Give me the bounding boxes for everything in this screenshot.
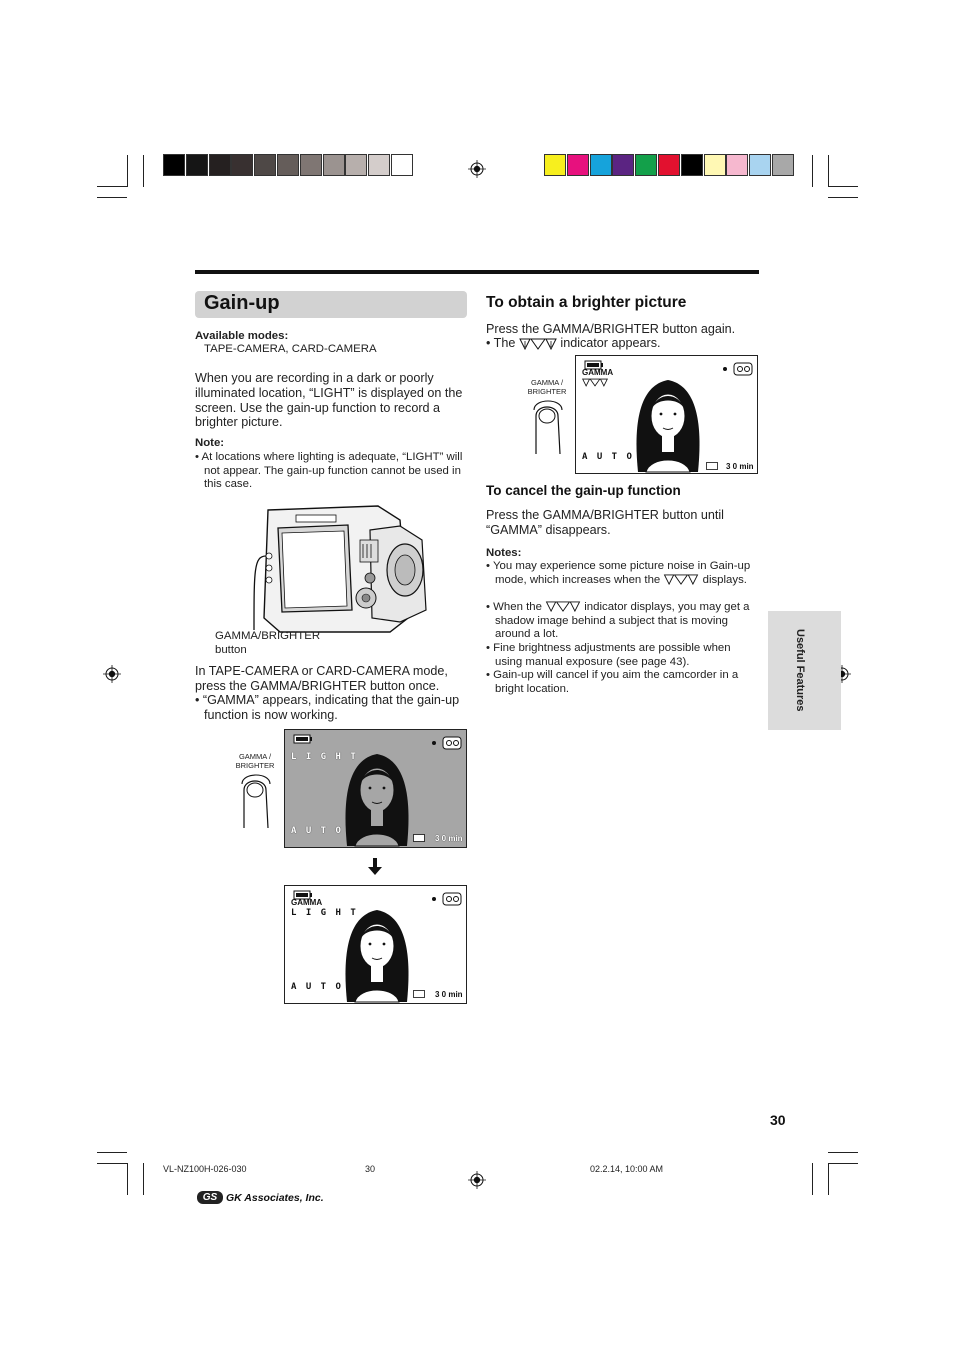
gamma-brighter-label xyxy=(524,378,570,396)
gray-swatch xyxy=(186,154,208,176)
page-number: 30 xyxy=(770,1112,786,1128)
registration-mark-icon xyxy=(468,1171,486,1189)
footer-file-name: VL-NZ100H-026-030 xyxy=(163,1164,247,1174)
gamma-label-line1: GAMMA / xyxy=(238,752,272,761)
crop-mark xyxy=(127,155,128,187)
crop-mark xyxy=(812,155,813,187)
viewfinder-screen-light xyxy=(284,729,467,848)
note-item: • At locations where lighting is adequate, “LIGHT” will not appear. The gain-up function cannot be used in this case. xyxy=(195,451,463,491)
viewfinder-screen-gamma-indicator xyxy=(575,355,758,474)
color-swatch xyxy=(567,154,589,176)
company-logo: GS xyxy=(197,1191,223,1204)
osd-time: 3 0 min xyxy=(435,990,463,999)
osd-auto: A U T O xyxy=(291,982,343,992)
gamma-bullet: • “GAMMA” appears, indicating that the gain-up function is now working. xyxy=(195,693,460,722)
color-swatch xyxy=(704,154,726,176)
osd-gamma: GAMMA xyxy=(291,898,323,907)
color-swatch xyxy=(726,154,748,176)
note-shadow xyxy=(486,601,760,642)
available-modes-label: Available modes: xyxy=(195,330,289,342)
osd-light: L I G H T xyxy=(291,908,358,918)
cassette-icon xyxy=(431,892,463,906)
gamma-indicator-icon xyxy=(519,338,557,350)
intro-paragraph: When you are recording in a dark or poorly illuminated location, “LIGHT” is displayed on the screen. Use the gain-up function to record a brighter picture. xyxy=(195,371,463,430)
company-name: GK Associates, Inc. xyxy=(226,1192,324,1204)
gamma-indicator-icon xyxy=(582,378,608,387)
footer-datetime: 02.2.14, 10:00 AM xyxy=(590,1164,664,1174)
gray-swatch xyxy=(209,154,231,176)
camcorder-illustration xyxy=(250,500,435,640)
gamma-brighter-label xyxy=(232,752,278,770)
top-rule xyxy=(195,270,759,274)
gray-swatch xyxy=(323,154,345,176)
indicator-bullet-pre: • The xyxy=(486,336,516,350)
notes-label: Notes: xyxy=(486,547,522,559)
gray-swatch xyxy=(391,154,413,176)
finger-pressing-button-icon xyxy=(238,772,274,830)
gamma-label-line2: BRIGHTER xyxy=(527,387,567,396)
cassette-icon xyxy=(722,362,754,376)
heading-brighter-picture: To obtain a brighter picture xyxy=(486,294,687,311)
heading-cancel-gain-up: To cancel the gain-up function xyxy=(486,483,681,498)
step-cancel: Press the GAMMA/BRIGHTER button until “GAMMA” disappears. xyxy=(486,508,724,537)
cassette-icon xyxy=(431,736,463,750)
gray-swatch xyxy=(163,154,185,176)
gray-swatch xyxy=(368,154,390,176)
crop-mark xyxy=(828,1152,858,1153)
woman-portrait-illustration xyxy=(628,372,708,474)
indicator-bullet-post: indicator appears. xyxy=(560,336,661,350)
registration-mark-icon xyxy=(468,160,486,178)
crop-mark xyxy=(143,155,144,187)
gamma-label-line1: GAMMA / xyxy=(530,378,564,387)
crop-mark xyxy=(97,1152,127,1153)
osd-time: 3 0 min xyxy=(435,834,463,843)
osd-auto: A U T O xyxy=(582,452,634,462)
grayscale-color-bar xyxy=(163,154,414,176)
crop-mark xyxy=(828,197,858,198)
note-cancel-bright: • Gain-up will cancel if you aim the camcorder in a bright location. xyxy=(486,669,739,695)
woman-portrait-illustration xyxy=(337,746,417,848)
section-title-box xyxy=(195,291,467,318)
color-swatch xyxy=(612,154,634,176)
arrow-down-icon xyxy=(368,858,382,876)
crop-mark xyxy=(828,1163,829,1195)
side-section-tab xyxy=(768,611,841,730)
gamma-indicator-icon xyxy=(663,574,699,585)
gamma-indicator-icon xyxy=(545,601,581,612)
color-swatch xyxy=(772,154,794,176)
note-noise xyxy=(486,560,760,587)
color-swatch xyxy=(590,154,612,176)
gray-swatch xyxy=(345,154,367,176)
indicator-bullet xyxy=(486,336,758,351)
gray-swatch xyxy=(300,154,322,176)
camera-button-label: GAMMA/BRIGHTER button xyxy=(215,630,321,656)
note-label: Note: xyxy=(195,437,225,449)
gamma-label-line2: BRIGHTER xyxy=(235,761,275,770)
osd-auto: A U T O xyxy=(291,826,343,836)
footer-page: 30 xyxy=(365,1164,376,1174)
crop-mark xyxy=(127,1163,128,1195)
color-swatch xyxy=(749,154,771,176)
color-swatch xyxy=(635,154,657,176)
crop-mark xyxy=(828,186,858,187)
crop-mark xyxy=(828,1163,858,1164)
color-swatch xyxy=(658,154,680,176)
viewfinder-screen-gamma xyxy=(284,885,467,1004)
available-modes-value: TAPE-CAMERA, CARD-CAMERA xyxy=(204,343,377,355)
note-fine-adjust: • Fine brightness adjustments are possible when using manual exposure (see page 43). xyxy=(486,642,731,668)
woman-portrait-illustration xyxy=(337,902,417,1004)
osd-light: L I G H T xyxy=(291,752,358,762)
process-color-bar xyxy=(544,154,795,176)
registration-mark-icon xyxy=(103,665,121,683)
gray-swatch xyxy=(254,154,276,176)
color-swatch xyxy=(681,154,703,176)
step-press-again: Press the GAMMA/BRIGHTER button again. xyxy=(486,322,736,336)
crop-mark xyxy=(143,1163,144,1195)
instruction-text: In TAPE-CAMERA or CARD-CAMERA mode, press the GAMMA/BRIGHTER button once. xyxy=(195,664,448,693)
osd-gamma: GAMMA xyxy=(582,368,614,377)
note-shadow-post: indicator displays, you may get a shadow image behind a subject that is moving around a lot. xyxy=(495,601,750,641)
note-noise-post: displays. xyxy=(702,573,747,586)
section-title: Gain-up xyxy=(204,292,280,314)
color-swatch xyxy=(544,154,566,176)
gray-swatch xyxy=(231,154,253,176)
note-shadow-pre: • When the xyxy=(486,601,542,613)
osd-time: 3 0 min xyxy=(726,462,754,471)
note-noise-pre: • You may experience some picture noise in Gain-up mode, which increases when the xyxy=(486,560,751,586)
crop-mark xyxy=(97,197,127,198)
crop-mark xyxy=(97,186,127,187)
crop-mark xyxy=(812,1163,813,1195)
finger-pressing-button-icon xyxy=(530,398,566,456)
side-tab-label: Useful Features xyxy=(794,629,806,712)
crop-mark xyxy=(97,1163,127,1164)
crop-mark xyxy=(828,155,829,187)
gray-swatch xyxy=(277,154,299,176)
battery-icon xyxy=(293,734,313,744)
